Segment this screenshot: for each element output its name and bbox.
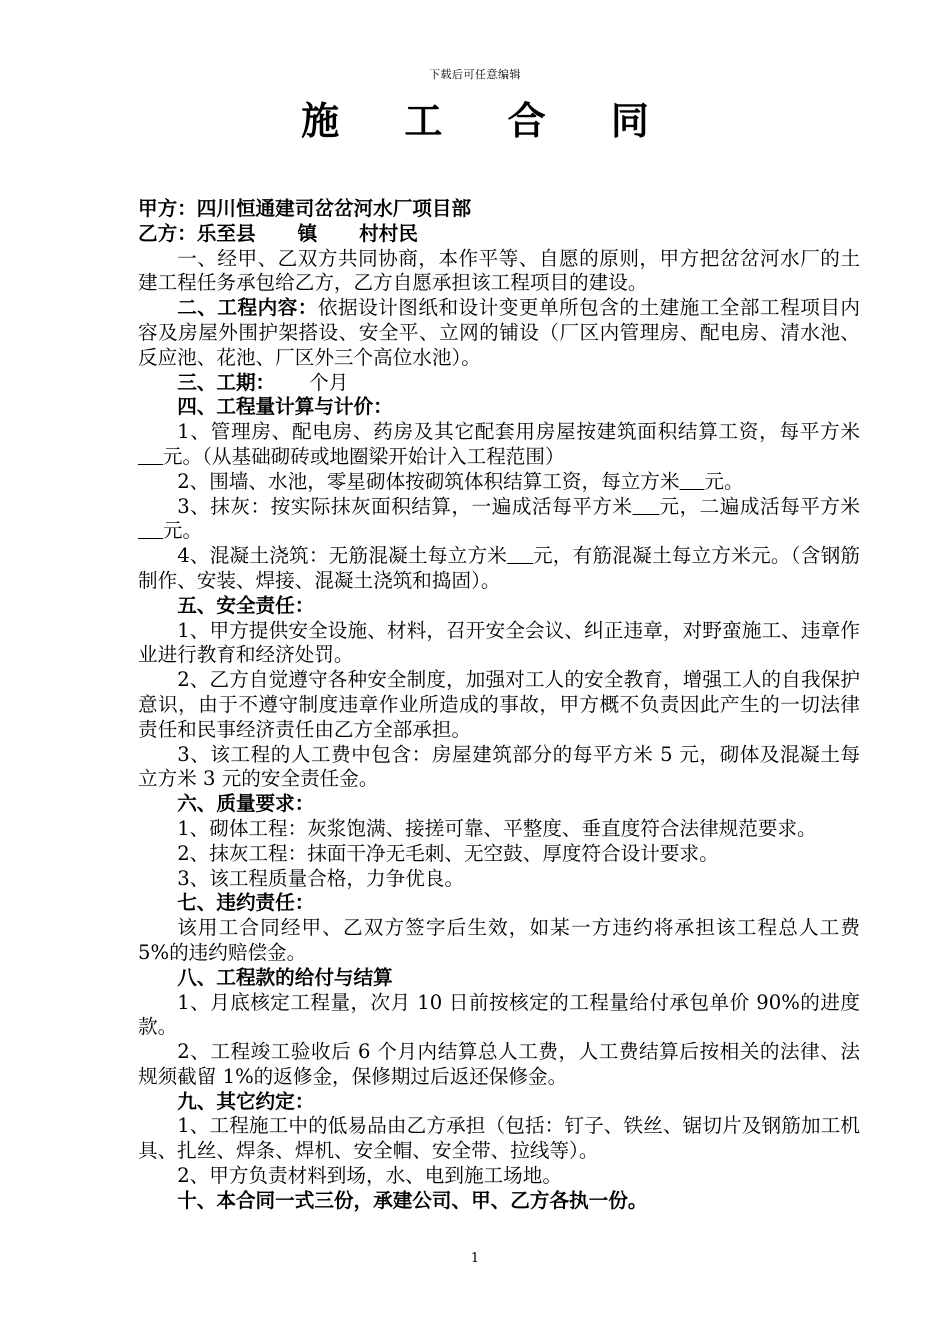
- party-b-prefix: 乙方：乐至县: [138, 221, 256, 245]
- section-7-text: 该用工合同经甲、乙双方签字后生效，如某一方违约将承担该工程总人工费 5%的违约赔偿金。: [138, 916, 860, 964]
- section-10: 十、本合同一式三份，承建公司、甲、乙方各执一份。: [177, 1188, 648, 1212]
- section-6-item-1: 1、砌体工程：灰浆饱满、接搓可靠、平整度、垂直度符合法律规范要求。: [177, 816, 817, 840]
- section-3-text: 个月: [309, 370, 349, 394]
- blank-field: [507, 544, 533, 567]
- party-b-town: 镇: [297, 221, 318, 245]
- section-4-item-2: 2、围墙、水池，零星砌体按砌筑体积结算工资，每立方米 元。: [177, 469, 744, 493]
- blank-field: [680, 470, 705, 493]
- section-4-item-3: 3、抹灰：按实际抹灰面积结算，一遍成活每平方米 元，二遍成活每平方米 元。: [138, 495, 860, 545]
- section-9-item-1: 1、工程施工中的低易品由乙方承担（包括：钉子、铁丝、锯切片及钢筋加工机具、扎丝、焊条、焊机、安全帽、安全带、拉线等）。: [138, 1114, 860, 1163]
- section-8-item-2: 2、工程竣工验收后 6 个月内结算总人工费，人工费结算后按相关的法律、法规须截留 1%的返修金，保修期过后返还保修金。: [138, 1040, 860, 1088]
- intro-clause: 一、经甲、乙双方共同协商，本作平等、自愿的原则，甲方把岔岔河水厂的土建工程任务承包给乙方，乙方自愿承担该工程项目的建设。: [138, 246, 860, 295]
- section-5-heading: 五、安全责任：: [177, 593, 315, 617]
- document-title: 施 工 合 同: [301, 98, 675, 143]
- section-5-item-3: 3、该工程的人工费中包含：房屋建筑部分的每平方米 5 元，砌体及混凝土每立方米 3 元的安全责任金。: [138, 742, 860, 791]
- party-a: 甲方：四川恒通建司岔岔河水厂项目部: [138, 197, 472, 220]
- section-9-heading: 九、其它约定：: [177, 1089, 315, 1113]
- section-4-item-1: 1、管理房、配电房、药房及其它配套用房屋按建筑面积结算工资，每平方米 元。（从基础砌砖或地圈梁开始计入工程范围）: [138, 420, 860, 470]
- section-8-item-1: 1、月底核定工程量，次月 10 日前按核定的工程量给付承包单价 90%的进度款。: [138, 990, 860, 1039]
- section-9-item-2: 2、甲方负责材料到场，水、电到施工场地。: [177, 1164, 562, 1188]
- section-2-heading: 二、工程内容：: [177, 296, 318, 320]
- section-6-item-3: 3、该工程质量合格，力争优良。: [177, 866, 464, 890]
- blank-field: [138, 519, 163, 542]
- party-b: [138, 222, 860, 247]
- section-2: [138, 296, 860, 370]
- section-5-item-1: 1、甲方提供安全设施、材料，召开安全会议、纠正违章，对野蛮施工、违章作业进行教育和经济处罚。: [138, 618, 860, 667]
- section-4-heading: 四、工程量计算与计价：: [177, 395, 393, 419]
- party-b-village: 村村民: [359, 221, 418, 245]
- section-2-text: 依据设计图纸和设计变更单所包含的土建施工全部工程项目内容及房屋外围护架搭设、安全平、立网的铺设（厂区内管理房、配电房、清水池、反应池、花池、厂区外三个高位水池）。: [138, 296, 861, 369]
- section-6-item-2: 2、抹灰工程：抹面干净无毛刺、无空鼓、厚度符合设计要求。: [177, 841, 719, 865]
- section-4-item-4: 4、混凝土浇筑：无筋混凝土每立方米 元，有筋混凝土每立方米元。（含钢筋制作、安装、焊接、混凝土浇筑和捣固）。: [138, 544, 861, 592]
- section-8-heading: 八、工程款的给付与结算: [177, 965, 393, 989]
- section-7-heading: 七、违约责任：: [177, 891, 315, 915]
- blank-field: [633, 495, 660, 518]
- section-3: [138, 371, 860, 396]
- section-5-item-2: 2、乙方自觉遵守各种安全制度，加强对工人的安全教育，增强工人的自我保护意识，由于不遵守制度违章作业所造成的事故，甲方概不负责因此产生的一切法律责任和民事经济责任由乙方全部承担。: [138, 668, 860, 741]
- blank-field: [138, 445, 163, 468]
- contract-body: [138, 197, 860, 1214]
- section-3-heading: 三、工期：: [177, 370, 276, 394]
- page-number: 1: [470, 1251, 480, 1266]
- section-6-heading: 六、质量要求：: [177, 792, 315, 816]
- header-note: 下载后可任意编辑: [429, 68, 521, 81]
